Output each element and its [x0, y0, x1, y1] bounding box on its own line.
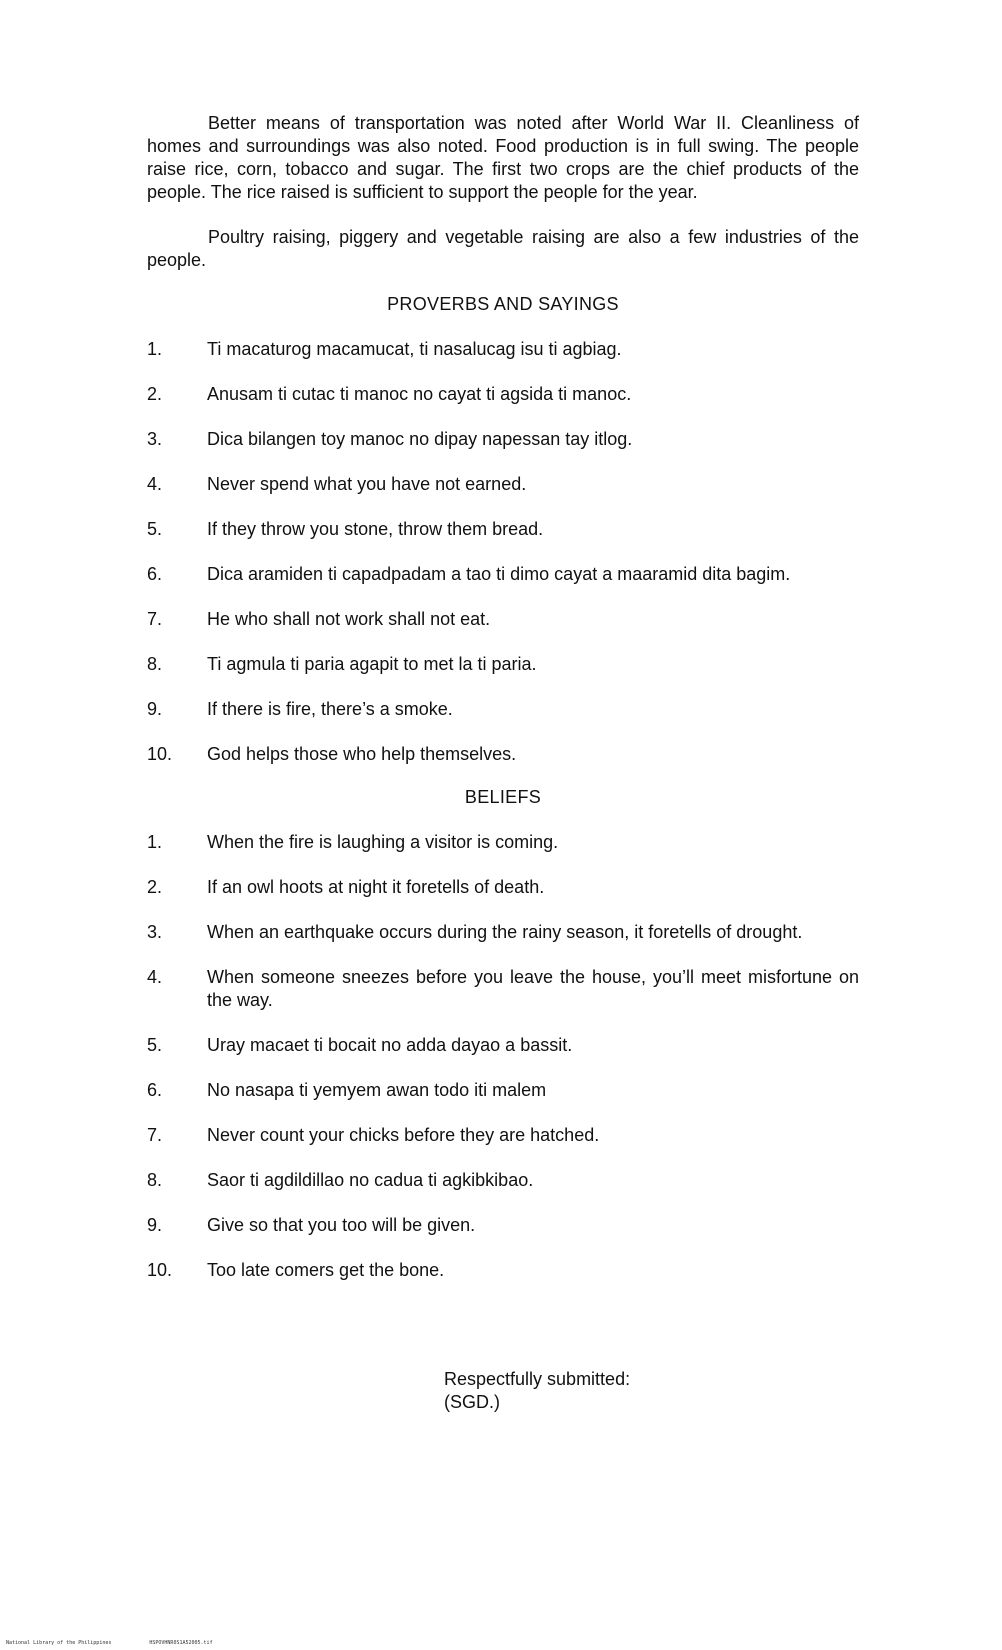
proverbs-list	[147, 338, 859, 766]
item-text: If an owl hoots at night it foretells of death.	[207, 877, 545, 897]
item-number: 3.	[147, 922, 163, 942]
item-text: Ti agmula ti paria agapit to met la ti paria.	[207, 654, 537, 674]
item-number: 10.	[147, 744, 173, 764]
item-text: Dica bilangen toy manoc no dipay napessan tay itlog.	[207, 429, 633, 449]
item-text: He who shall not work shall not eat.	[207, 609, 491, 629]
signature-block	[444, 1368, 630, 1414]
item-number: 7.	[147, 1125, 163, 1145]
item-number: 5.	[147, 1035, 163, 1055]
item-text: Dica aramiden ti capadpadam a tao ti dimo cayat a maaramid dita bagim.	[207, 564, 791, 584]
item-text: If there is fire, there’s a smoke.	[207, 699, 453, 719]
list-item	[147, 1259, 859, 1282]
list-item	[147, 1079, 859, 1102]
item-number: 9.	[147, 699, 163, 719]
item-number: 10.	[147, 1260, 173, 1280]
item-number: 8.	[147, 1170, 163, 1190]
item-number: 6.	[147, 564, 163, 584]
item-text: Give so that you too will be given.	[207, 1215, 476, 1235]
list-item	[147, 473, 859, 496]
item-text: Too late comers get the bone.	[207, 1260, 445, 1280]
item-number: 1.	[147, 832, 163, 852]
item-number: 7.	[147, 609, 163, 629]
item-text: Ti macaturog macamucat, ti nasalucag isu ti agbiag.	[207, 339, 622, 359]
list-item	[147, 1169, 859, 1192]
item-text: When the fire is laughing a visitor is coming.	[207, 832, 559, 852]
item-number: 8.	[147, 654, 163, 674]
list-item	[147, 921, 859, 944]
item-number: 2.	[147, 384, 163, 404]
proverbs-heading: PROVERBS AND SAYINGS	[387, 294, 619, 314]
item-text: When someone sneezes before you leave the house, you’ll meet misfortune on the way.	[207, 967, 859, 1010]
item-number: 5.	[147, 519, 163, 539]
list-item	[147, 698, 859, 721]
list-item	[147, 653, 859, 676]
list-item	[147, 518, 859, 541]
item-text: No nasapa ti yemyem awan todo iti malem	[207, 1080, 547, 1100]
item-number: 1.	[147, 339, 163, 359]
item-text: If they throw you stone, throw them bread.	[207, 519, 544, 539]
list-item	[147, 831, 859, 854]
item-number: 4.	[147, 474, 163, 494]
item-text: Anusam ti cutac ti manoc no cayat ti agsida ti manoc.	[207, 384, 632, 404]
beliefs-list	[147, 831, 859, 1282]
item-number: 6.	[147, 1080, 163, 1100]
list-item	[147, 743, 859, 766]
list-item	[147, 608, 859, 631]
item-number: 9.	[147, 1215, 163, 1235]
paragraph-transportation: Better means of transportation was noted after World War II. Cleanliness of homes and surroundings was also noted. Food production is in full swing. The people raise rice, corn, tobacco and sugar. The first two crops are the chief products of the people. The rice raised is sufficient to support the people for the year.	[147, 113, 859, 202]
item-number: 4.	[147, 967, 163, 987]
item-text: Saor ti agdildillao no cadua ti agkibkibao.	[207, 1170, 534, 1190]
file-identifier: HSPOVHNR0S1A52005.tif	[149, 1640, 213, 1646]
list-item	[147, 563, 859, 586]
item-number: 3.	[147, 429, 163, 449]
item-number: 2.	[147, 877, 163, 897]
item-text: Never count your chicks before they are hatched.	[207, 1125, 600, 1145]
scan-footer	[6, 1640, 213, 1646]
signed-line: (SGD.)	[444, 1392, 500, 1412]
list-item	[147, 1034, 859, 1057]
closing-line: Respectfully submitted:	[444, 1369, 631, 1389]
item-text: Uray macaet ti bocait no adda dayao a bassit.	[207, 1035, 573, 1055]
list-item	[147, 966, 859, 1012]
list-item	[147, 383, 859, 406]
list-item	[147, 338, 859, 361]
item-text: God helps those who help themselves.	[207, 744, 517, 764]
paragraph-industries: Poultry raising, piggery and vegetable raising are also a few industries of the people.	[147, 227, 859, 270]
beliefs-heading: BELIEFS	[464, 787, 542, 807]
library-credit: National Library of the Philippines	[6, 1640, 112, 1646]
list-item	[147, 428, 859, 451]
list-item	[147, 1124, 859, 1147]
document-body	[147, 112, 859, 1282]
list-item	[147, 876, 859, 899]
item-text: Never spend what you have not earned.	[207, 474, 527, 494]
item-text: When an earthquake occurs during the rainy season, it foretells of drought.	[207, 922, 803, 942]
list-item	[147, 1214, 859, 1237]
